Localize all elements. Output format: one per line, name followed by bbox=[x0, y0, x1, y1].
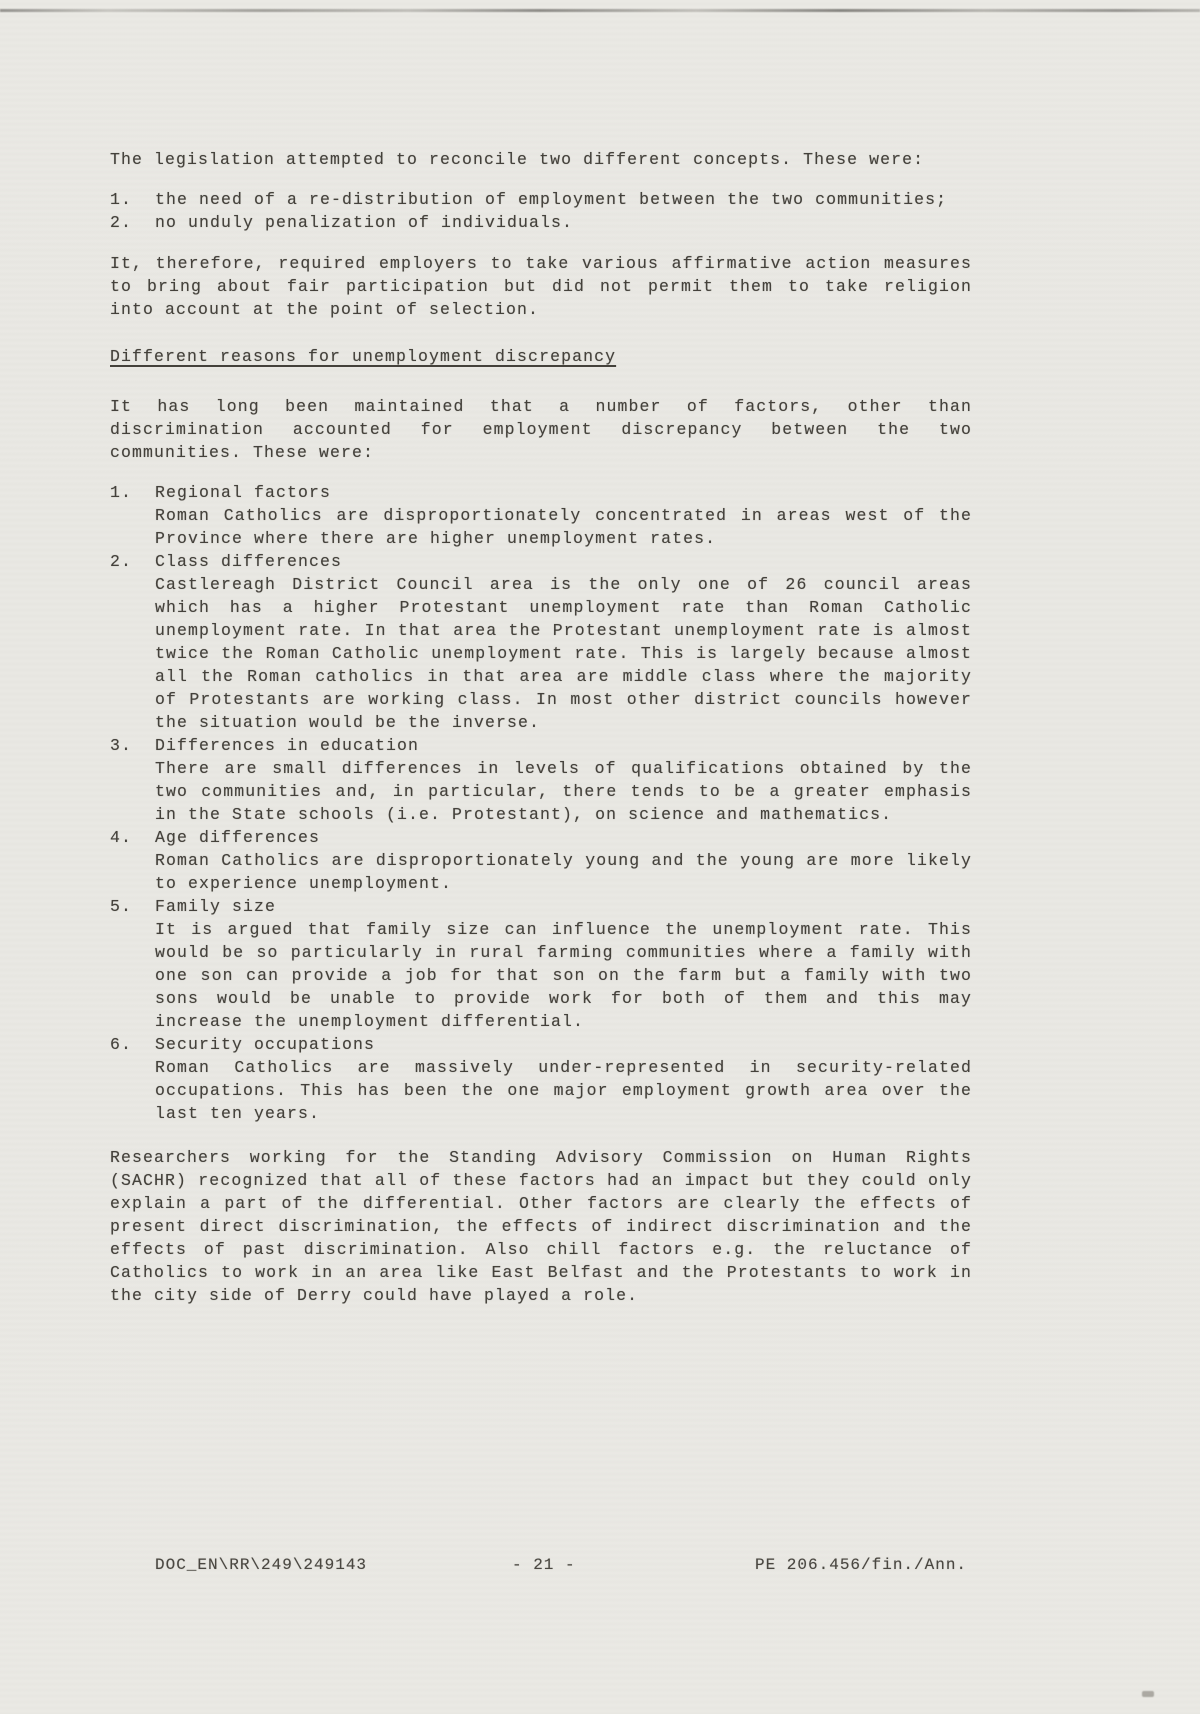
factor-title: Regional factors bbox=[155, 483, 332, 502]
footer-pe-reference: PE 206.456/fin./Ann. bbox=[755, 1556, 968, 1574]
factor-number: 4. bbox=[110, 828, 133, 847]
factors-intro-paragraph: It has long been maintained that a number of factors, other than discrimination accounted for employment discrepancy between the two communities. These were: bbox=[110, 397, 972, 462]
factor-item bbox=[110, 481, 972, 550]
factor-title: Age differences bbox=[155, 828, 321, 847]
factor-title: Security occupations bbox=[155, 1035, 376, 1054]
factor-body: Roman Catholics are disproportionately young and the young are more likely to experience unemployment. bbox=[155, 851, 972, 893]
list-item bbox=[110, 188, 972, 211]
factor-body: It is argued that family size can influence the unemployment rate. This would be so particularly in rural farming communities where a family with one son can provide a job for that son on the farm but a family with two sons would be unable to provide work for both of them and this may increase the unemployment differential. bbox=[155, 920, 972, 1031]
factor-item bbox=[110, 826, 972, 895]
factor-number: 3. bbox=[110, 736, 133, 755]
factor-body: Roman Catholics are massively under-represented in security-related occupations. This has been the one major employment growth area over the last ten years. bbox=[155, 1058, 972, 1123]
factor-item bbox=[110, 550, 972, 734]
list-item-number: 1. bbox=[110, 190, 133, 209]
factor-title: Class differences bbox=[155, 552, 343, 571]
footer-document-reference: DOC_EN\RR\249\249143 bbox=[155, 1556, 368, 1574]
document-body bbox=[110, 148, 972, 1324]
factor-title: Family size bbox=[155, 897, 277, 916]
factors-list bbox=[110, 481, 972, 1125]
requirement-paragraph: It, therefore, required employers to take various affirmative action measures to bring about fair participation but did not permit them to take religion into account at the point of selection. bbox=[110, 254, 972, 319]
list-item-text: no unduly penalization of individuals. bbox=[155, 213, 574, 232]
concepts-list bbox=[110, 188, 972, 234]
list-item-number: 2. bbox=[110, 213, 133, 232]
factor-body: Castlereagh District Council area is the only one of 26 council areas which has a higher Protestant unemployment rate than Roman Catholic unemployment rate. In that area the Protestant unemployment rate is almost twice the Roman Catholic unemployment rate. This is largely because almost all the Roman catholics in that area are middle class where the majority of Protestants are working class. In most other district councils however the situation would be the inverse. bbox=[155, 575, 972, 732]
factor-number: 2. bbox=[110, 552, 133, 571]
factor-item bbox=[110, 1033, 972, 1125]
scanner-artifact-speck bbox=[1142, 1691, 1154, 1697]
factor-number: 1. bbox=[110, 483, 133, 502]
footer-page-number: - 21 - bbox=[512, 1556, 576, 1574]
factor-number: 6. bbox=[110, 1035, 133, 1054]
factor-number: 5. bbox=[110, 897, 133, 916]
section-heading: Different reasons for unemployment discrepancy bbox=[110, 347, 617, 366]
factor-item bbox=[110, 734, 972, 826]
intro-paragraph: The legislation attempted to reconcile two different concepts. These were: bbox=[110, 150, 925, 169]
factor-body: There are small differences in levels of qualifications obtained by the two communities and, in particular, there tends to be a greater emphasis in the State schools (i.e. Protestant), on science and mathematics. bbox=[155, 759, 972, 824]
factor-title: Differences in education bbox=[155, 736, 420, 755]
list-item-text: the need of a re-distribution of employment between the two communities; bbox=[155, 190, 948, 209]
closing-paragraph: Researchers working for the Standing Advisory Commission on Human Rights (SACHR) recognized that all of these factors had an impact but they could only explain a part of the differential. Other factors are clearly the effects of present direct discrimination, the effects of indirect discrimination and the effects of past discrimination. Also chill factors e.g. the reluctance of Catholics to work in an area like East Belfast and the Protestants to work in the city side of Derry could have played a role. bbox=[110, 1148, 972, 1305]
factor-item bbox=[110, 895, 972, 1033]
factor-body: Roman Catholics are disproportionately concentrated in areas west of the Province where there are higher unemployment rates. bbox=[155, 506, 972, 548]
list-item bbox=[110, 211, 972, 234]
scanner-artifact-top-line bbox=[0, 9, 1200, 12]
page-footer bbox=[0, 1556, 1200, 1580]
